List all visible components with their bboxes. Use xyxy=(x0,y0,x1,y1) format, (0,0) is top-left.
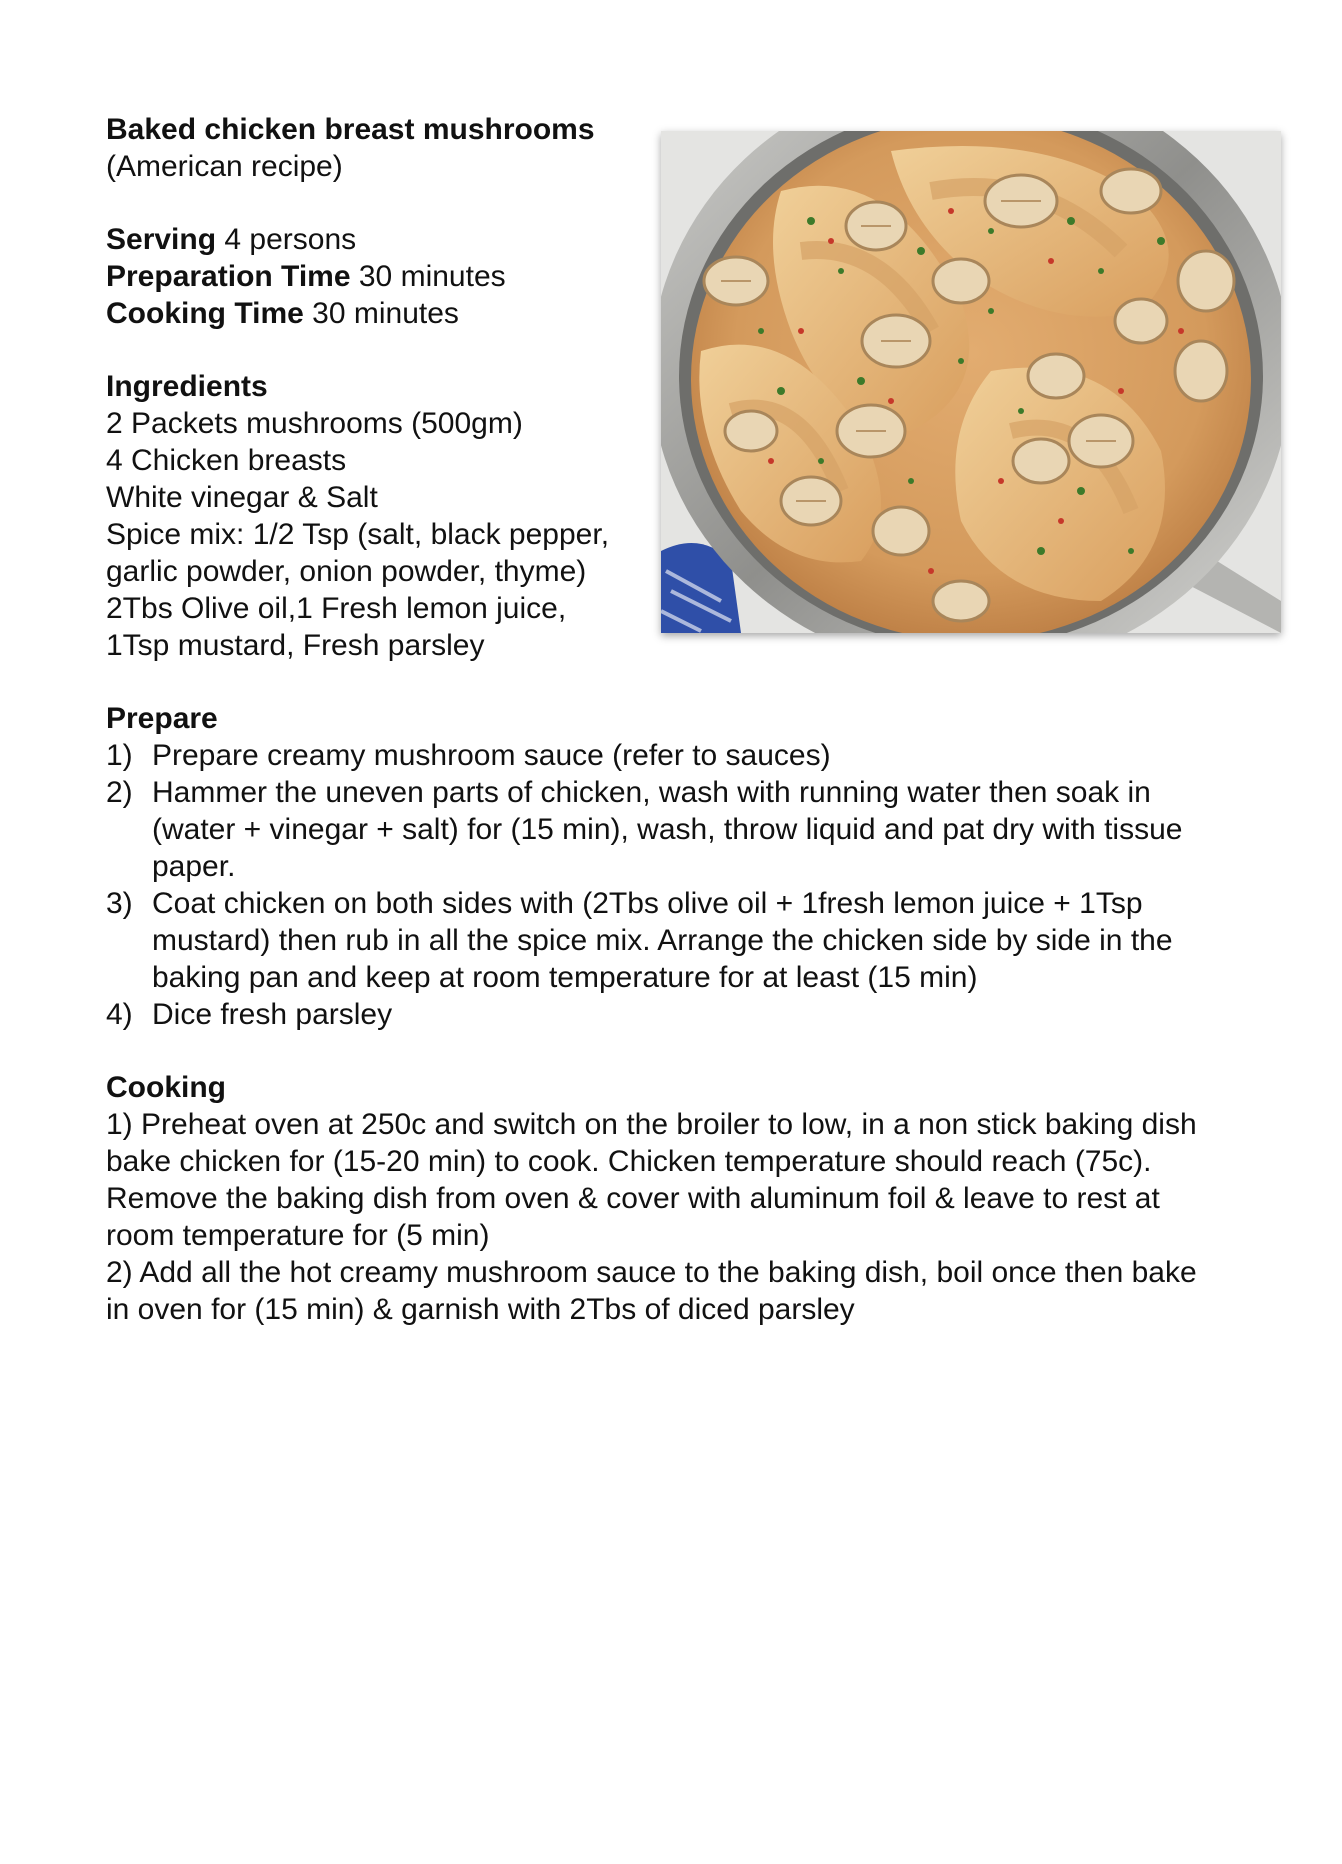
step-number: 1) xyxy=(106,739,133,772)
prepare-step xyxy=(106,737,1236,774)
cooking-line: 1) Preheat oven at 250c and switch on the broiler to low, in a non stick baking dish xyxy=(106,1108,1197,1141)
ingredient-line: garlic powder, onion powder, thyme) xyxy=(106,555,587,588)
serving-value: 4 persons xyxy=(224,223,357,256)
ingredient-line: 2 Packets mushrooms (500gm) xyxy=(106,407,523,440)
step-text: paper. xyxy=(152,850,236,883)
cooking-line: bake chicken for (15-20 min) to cook. Chicken temperature should reach (75c). xyxy=(106,1145,1152,1178)
step-text: mustard) then rub in all the spice mix. Arrange the chicken side by side in the xyxy=(152,924,1173,957)
cooking-line: 2) Add all the hot creamy mushroom sauce to the baking dish, boil once then bake xyxy=(106,1256,1197,1289)
prep-time-label: Preparation Time xyxy=(106,260,351,293)
cooking-line: Remove the baking dish from oven & cover with aluminum foil & leave to rest at xyxy=(106,1182,1160,1215)
step-text: Hammer the uneven parts of chicken, wash with running water then soak in xyxy=(152,776,1151,809)
step-text: Prepare creamy mushroom sauce (refer to sauces) xyxy=(152,739,831,772)
step-text: Coat chicken on both sides with (2Tbs olive oil + 1fresh lemon juice + 1Tsp xyxy=(152,887,1143,920)
dish-photo-icon xyxy=(661,131,1281,633)
serving-label: Serving xyxy=(106,223,217,256)
step-number: 2) xyxy=(106,776,133,809)
step-number: 4) xyxy=(106,998,133,1031)
ingredient-line: 4 Chicken breasts xyxy=(106,444,347,477)
cooking-line: room temperature for (5 min) xyxy=(106,1219,490,1252)
prepare-step xyxy=(106,774,1236,885)
cook-time-value: 30 minutes xyxy=(312,297,459,330)
ingredient-line: 1Tsp mustard, Fresh parsley xyxy=(106,629,485,662)
cooking-line: in oven for (15 min) & garnish with 2Tbs of diced parsley xyxy=(106,1293,855,1326)
ingredients-heading: Ingredients xyxy=(106,370,268,403)
recipe-subtitle: (American recipe) xyxy=(106,150,343,183)
cooking-heading: Cooking xyxy=(106,1071,226,1104)
recipe-title: Baked chicken breast mushrooms xyxy=(106,113,595,146)
cook-time-label: Cooking Time xyxy=(106,297,304,330)
prepare-heading: Prepare xyxy=(106,702,218,735)
prepare-steps xyxy=(106,737,1236,1033)
prep-time-value: 30 minutes xyxy=(358,260,506,293)
prepare-step xyxy=(106,996,1236,1033)
step-number: 3) xyxy=(106,887,133,920)
ingredient-line: Spice mix: 1/2 Tsp (salt, black pepper, xyxy=(106,518,610,551)
ingredient-line: 2Tbs Olive oil,1 Fresh lemon juice, xyxy=(106,592,567,625)
ingredient-line: White vinegar & Salt xyxy=(106,481,378,514)
prepare-step xyxy=(106,885,1236,996)
step-text: Dice fresh parsley xyxy=(152,998,393,1031)
step-text: baking pan and keep at room temperature for at least (15 min) xyxy=(152,961,978,994)
cooking-instructions xyxy=(106,1106,1236,1328)
dish-photo xyxy=(661,131,1281,633)
step-text: (water + vinegar + salt) for (15 min), wash, throw liquid and pat dry with tissue xyxy=(152,813,1183,846)
